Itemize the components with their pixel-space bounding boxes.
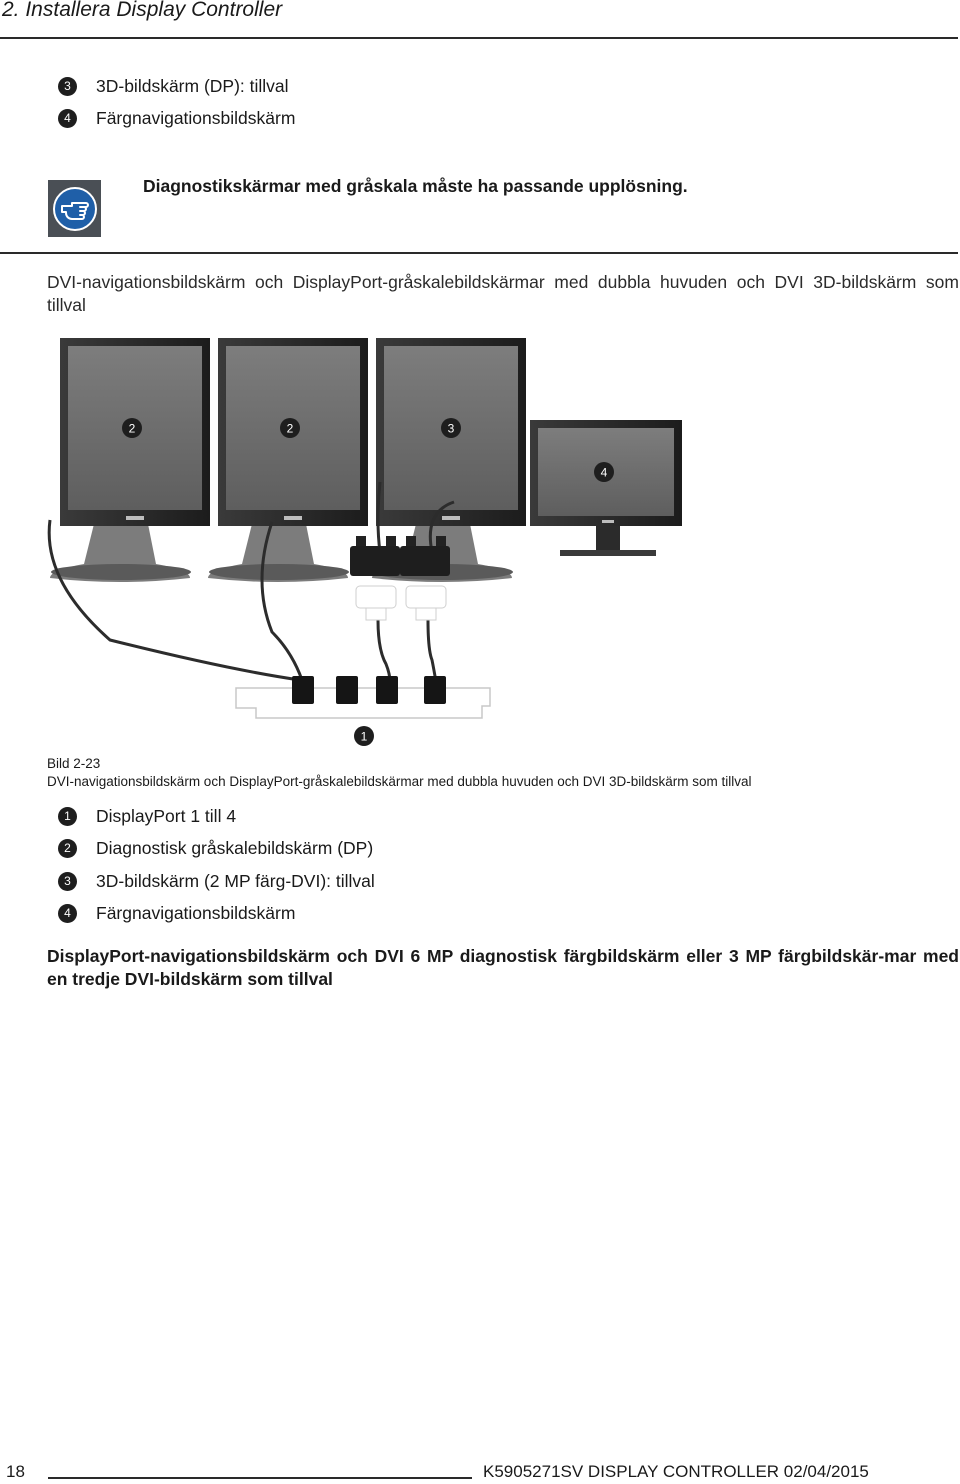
header-rule: [0, 37, 958, 39]
svg-text:2: 2: [286, 421, 294, 436]
list-item-text: Färgnavigationsbildskärm: [96, 902, 296, 923]
section-heading: DVI-navigationsbildskärm och DisplayPort-gråskalebildskärmar med dubbla huvuden och DVI 3D-bildskärm som tillval: [47, 272, 959, 315]
callout-badge: [594, 462, 614, 482]
list-item-text: DisplayPort 1 till 4: [96, 805, 237, 826]
monitor-color-navigation: [530, 420, 682, 556]
note-icon: [48, 180, 101, 237]
list-item: [58, 74, 289, 98]
page-number: 18: [6, 1462, 25, 1481]
footer-rule: [48, 1477, 472, 1479]
list-item-text: 3D-bildskärm (2 MP färg-DVI): tillval: [96, 870, 375, 891]
callout-badge: 4: [58, 904, 77, 923]
callout-badge: [122, 418, 142, 438]
callout-badge: [280, 418, 300, 438]
document-id: K5905271SV DISPLAY CONTROLLER 02/04/2015: [483, 1462, 869, 1481]
svg-text:3: 3: [447, 421, 455, 436]
list-item: [58, 901, 295, 925]
list-item-text: Färgnavigationsbildskärm: [96, 107, 296, 128]
pointing-hand-icon: [52, 186, 98, 232]
svg-text:4: 4: [600, 465, 608, 480]
note-rule: [0, 252, 958, 254]
monitor-stand: [208, 524, 349, 582]
list-item: [58, 106, 295, 130]
graphics-card-bracket: [236, 676, 490, 718]
figure-caption-text: DVI-navigationsbildskärm och DisplayPort-gråskalebildskärmar med dubbla huvuden och DVI 3D-bildskärm som tillval: [47, 774, 752, 789]
note-text: Diagnostikskärmar med gråskala måste ha passande upplösning.: [143, 176, 688, 196]
figure-monitor-setup: [36, 336, 692, 748]
callout-badge: 2: [58, 839, 77, 858]
callout-badge: [441, 418, 461, 438]
callout-badge: 1: [58, 807, 77, 826]
list-item: [58, 804, 236, 828]
figure-caption-label: Bild 2-23: [47, 756, 101, 771]
list-item: [58, 869, 375, 893]
monitor-stand: [50, 524, 191, 582]
monitor-setup-diagram: [36, 336, 692, 748]
callout-badge: 3: [58, 872, 77, 891]
list-item: [58, 836, 373, 860]
section-heading: DisplayPort-navigationsbildskärm och DVI 6 MP diagnostisk färgbildskärm eller 3 MP färgbildskär-mar med en tredje DVI-bildskärm som tillval: [47, 946, 959, 989]
svg-text:2: 2: [128, 421, 136, 436]
callout-badge: 3: [58, 77, 77, 96]
chapter-title: 2. Installera Display Controller: [2, 0, 283, 21]
list-item-text: Diagnostisk gråskalebildskärm (DP): [96, 837, 374, 858]
callout-badge: [354, 726, 374, 746]
callout-badge: 4: [58, 109, 77, 128]
list-item-text: 3D-bildskärm (DP): tillval: [96, 75, 289, 96]
svg-text:1: 1: [360, 729, 368, 744]
